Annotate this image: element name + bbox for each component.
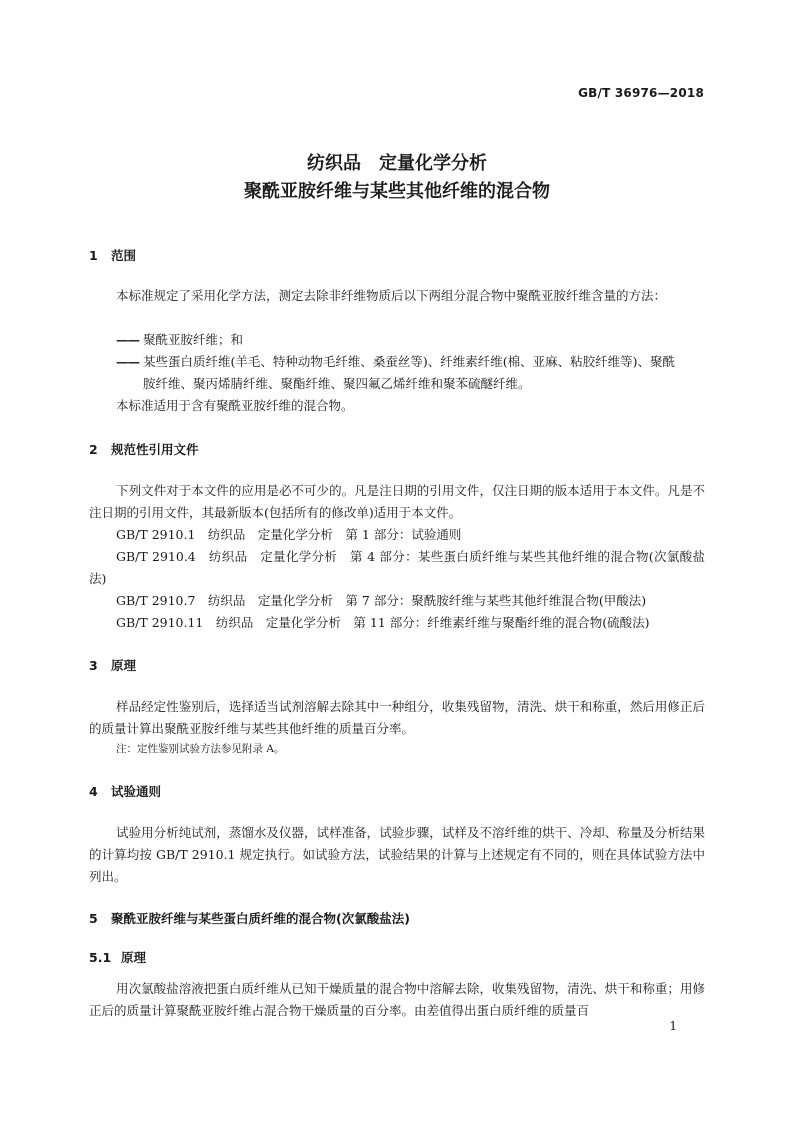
reference-item [89,546,705,590]
section-number: 1 [89,248,98,263]
section-heading-4 [89,782,161,800]
section-title: 范围 [111,248,137,263]
paragraph-text: 试验用分析纯试剂，蒸馏水及仪器，试样准备，试验步骤，试样及不溶纤维的烘干、冷却、称量及分析结果的计算均按 GB/T 2910.1 规定执行。如试验方法，试验结果的计算与上述规定有不同的，则在具体试验方法中列出。 [89,825,705,884]
standard-code: GB/T 36976—2018 [578,86,704,100]
document-title-line2: 聚酰亚胺纤维与某些其他纤维的混合物 [244,181,550,202]
paragraph-text: 本标准规定了采用化学方法，测定去除非纤维物质后以下两组分混合物中聚酰亚胺纤维含量的方法： [116,288,667,303]
section-number: 2 [89,442,98,457]
paragraph [89,480,705,524]
list-item-text: 聚酰亚胺纤维；和 [143,332,244,347]
list-item-text: 某些蛋白质纤维(羊毛、特种动物毛纤维、桑蚕丝等)、纤维素纤维(棉、亚麻、粘胶纤维等)、聚酰 [143,354,676,369]
paragraph-text: 本标准适用于含有聚酰亚胺纤维的混合物。 [116,398,354,413]
paragraph [89,395,705,417]
section-number: 3 [89,658,98,673]
section-heading-2 [89,440,199,458]
paragraph [89,978,705,1022]
dash-marker: —— [116,354,139,369]
reference-item [89,524,705,546]
paragraph [89,285,705,307]
section-number: 5 [89,911,98,926]
reference-text: GB/T 2910.1 纺织品 定量化学分析 第 1 部分：试验通则 [116,527,462,542]
section-title: 聚酰亚胺纤维与某些蛋白质纤维的混合物(次氯酸盐法) [111,911,410,926]
list-item-continuation: 胺纤维、聚丙烯腈纤维、聚酯纤维、聚四氟乙烯纤维和聚苯硫醚纤维。 [143,376,531,391]
subsection-title: 原理 [121,950,147,965]
section-title: 试验通则 [111,784,162,799]
page-number: 1 [669,1019,677,1033]
reference-item [89,590,705,612]
note: 注：定性鉴别试验方法参见附录 A。 [116,743,285,755]
section-number: 4 [89,784,98,799]
document-title-line1: 纺织品 定量化学分析 [307,153,487,174]
section-heading-3 [89,656,136,674]
reference-text: GB/T 2910.7 纺织品 定量化学分析 第 7 部分：聚酰胺纤维与某些其他纤维混合物(甲酸法) [116,593,647,608]
paragraph [89,696,705,740]
reference-text: GB/T 2910.11 纺织品 定量化学分析 第 11 部分：纤维素纤维与聚酯纤维的混合物(硫酸法) [116,615,650,630]
section-heading-5 [89,909,410,927]
paragraph-text: 样品经定性鉴别后，选择适当试剂溶解去除其中一种组分，收集残留物，清洗、烘干和称重，然后用修正后的质量计算出聚酰亚胺纤维与某些其他纤维的质量百分率。 [89,699,705,736]
list-item [89,351,705,373]
list-item [89,329,705,351]
reference-text: GB/T 2910.4 纺织品 定量化学分析 第 4 部分：某些蛋白质纤维与某些其他纤维的混合物(次氯酸盐法) [89,549,705,586]
paragraph-text: 下列文件对于本文件的应用是必不可少的。凡是注日期的引用文件，仅注日期的版本适用于本文件。凡是不注日期的引用文件，其最新版本(包括所有的修改单)适用于本文件。 [89,483,705,520]
section-title: 原理 [111,658,137,673]
paragraph-text: 用次氯酸盐溶液把蛋白质纤维从已知干燥质量的混合物中溶解去除，收集残留物，清洗、烘干和称重；用修正后的质量计算聚酰亚胺纤维占混合物干燥质量的百分率。由差值得出蛋白质纤维的质量百 [89,981,705,1018]
subsection-number: 5.1 [89,950,112,965]
dash-marker: —— [116,332,139,347]
reference-item [89,612,705,634]
section-title: 规范性引用文件 [111,442,199,457]
paragraph [89,822,705,888]
section-heading-1 [89,246,136,264]
subsection-heading-5-1 [89,948,146,966]
